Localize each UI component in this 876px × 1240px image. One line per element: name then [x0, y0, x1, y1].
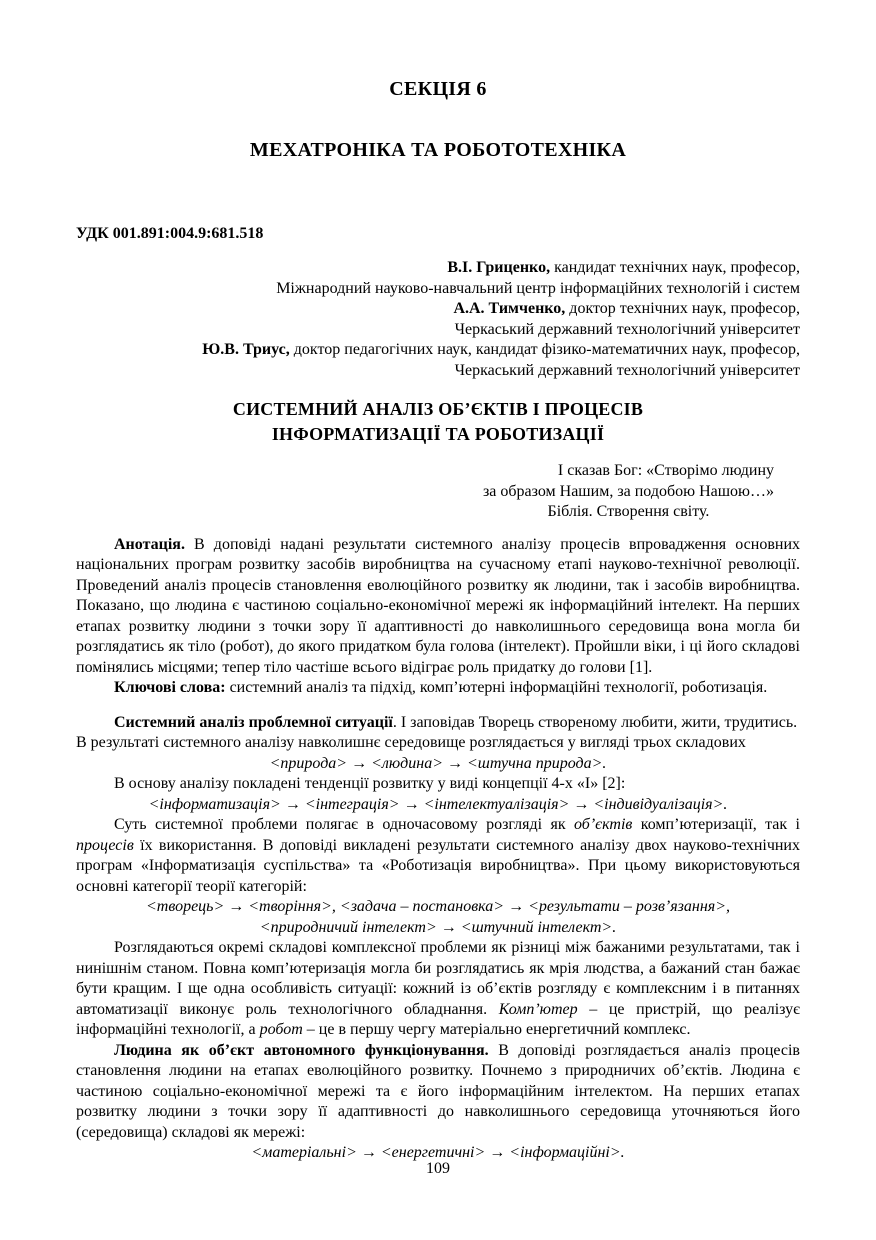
paragraph-text-italic: процесів — [76, 836, 134, 854]
paragraph-text: Суть системної проблеми полягає в одночасовому розгляді як — [114, 816, 575, 833]
author-name: В.І. Гриценко, — [447, 259, 551, 276]
paragraph-problem-situation — [76, 713, 800, 734]
formula-informatization-chain: <інформатизація> → <інтеграція> → <інтелектуалізація> → <індивідуалізація>. — [148, 795, 728, 813]
paragraph-text: . І заповідав Творець створеному любити, жити, трудитись. — [392, 713, 798, 731]
paragraph-text: Розглядаються окремі складові комплексної проблеми як різниці між бажаними результатами, так і нинішнім станом. Повна комп’ютеризація могла би розглядатись як мрія людства, а бажаний стан бажає бути кращим. І ще одна особливість ситуації: кожний із об’єктів розгляду є комплексним і в питаннях автоматизації виконує роль технологічного обладнання. — [76, 939, 800, 1018]
author-affiliation — [76, 361, 800, 382]
formula-line: <творець> → <творіння>, <задача – постановка> → <результати – розв’язання>, — [145, 898, 730, 915]
author-line — [76, 299, 800, 320]
formula-network-components: <матеріальні> → <енергетичні> → <інформаційні>. — [251, 1144, 625, 1161]
author-name: А.А. Тимченко, — [453, 300, 566, 317]
paragraph-text: В доповіді розглядається аналіз процесів становлення людини на етапах еволюційного розвитку. Почнемо з природничих об’єктів. Людина є частиною соціально-економічної мережі та є його інформаційним інтелектом. На перших етапах розвитку людини з точки зору її адаптивності до навколишнього середовища уточняються його (середовища) складові як мережі: — [76, 1041, 800, 1141]
affiliation-text: Міжнародний науково-навчальний центр інформаційних технологій і систем — [276, 279, 800, 297]
paragraph-human-object — [76, 1041, 800, 1144]
formula-line: <природничий інтелект> → <штучний інтелект>. — [259, 918, 617, 936]
paragraph-text: – це в першу чергу матеріально енергетичний комплекс. — [302, 1021, 691, 1038]
keywords-paragraph — [76, 678, 800, 699]
abstract-text: В доповіді надані результати системного аналізу процесів впровадження основних національних програм розвитку засобів виробництва на сучасному етапі науково-технічної революції. Проведений аналіз процесів становлення еволюційного розвитку як людини, так і засобів виробництва. Показано, що людина є частиною соціально-економічної мережі як інформаційний інтелект. На перших етапах розвитку людини з точки зору її адаптивності до навколишнього середовища вона могла би розглядатись як тіло (робот), до якого придатком була голова (інтелект). Пройшли віки, і ці його складові помінялись місцями; тепер тіло частіше всього відіграє роль придатку до голови [1]. — [76, 535, 800, 676]
author-degrees: кандидат технічних наук, професор, — [550, 259, 800, 276]
paper-title-line: СИСТЕМНИЙ АНАЛІЗ ОБ’ЄКТІВ І ПРОЦЕСІВ — [232, 399, 644, 419]
paragraph-lead-bold: Людина як об’єкт автономного функціонування. — [114, 1041, 489, 1059]
paragraph-text: комп’ютеризації, так і — [632, 816, 800, 833]
author-degrees: доктор технічних наук, професор, — [565, 300, 800, 317]
epigraph-line: за образом Нашим, за подобою Нашою…» — [482, 482, 774, 500]
page-number: 109 — [426, 1160, 450, 1177]
paragraph-text: їх використання. В доповіді викладені результати системного аналізу двох науково-технічних програм «Інформатизація суспільства» та «Роботизація виробництва». При цьому використовуються основні категорії теорії категорій: — [76, 836, 800, 895]
paragraph-text-italic: Комп’ютер — [498, 1000, 578, 1018]
keywords-text: системний аналіз та підхід, комп’ютерні інформаційні технології, роботизація. — [225, 679, 768, 696]
paragraph-text-italic: робот — [259, 1021, 303, 1038]
author-degrees: доктор педагогічних наук, кандидат фізико-математичних наук, професор, — [289, 341, 800, 358]
authors-block — [76, 258, 800, 381]
epigraph — [483, 461, 774, 523]
paragraph-text: – це пристрій, що реалізує інформаційні технології, а — [76, 1000, 800, 1038]
paragraph-environment: В результаті системного аналізу навколишнє середовище розглядається у вигляді трьох складових — [76, 734, 746, 751]
paragraph-text-italic: об’єктів — [574, 816, 633, 833]
author-affiliation — [76, 279, 800, 300]
paper-title-line: ІНФОРМАТИЗАЦІЇ ТА РОБОТИЗАЦІЇ — [271, 424, 605, 444]
affiliation-text: Черкаський державний технологічний університет — [454, 320, 800, 338]
author-name: Ю.В. Триус, — [202, 341, 290, 358]
paragraph-lead-bold: Системний аналіз проблемної ситуації — [114, 713, 393, 731]
paragraph-complex-problem — [76, 938, 800, 1041]
formula-category-theory — [76, 897, 800, 938]
affiliation-text: Черкаський державний технологічний університет — [454, 361, 800, 379]
author-line — [76, 340, 800, 361]
paper-title — [76, 397, 800, 447]
epigraph-line: І сказав Бог: «Створімо людину — [557, 462, 774, 479]
keywords-label: Ключові слова: — [114, 679, 226, 696]
author-affiliation — [76, 320, 800, 341]
section-title: СЕКЦІЯ 6 — [389, 78, 487, 100]
epigraph-source: Біблія. Створення світу. — [547, 503, 710, 520]
abstract-label: Анотація. — [114, 535, 185, 553]
section-subtitle: МЕХАТРОНІКА ТА РОБОТОТЕХНІКА — [249, 139, 627, 161]
formula-nature-human: <природа> → <людина> → <штучна природа>. — [269, 754, 607, 772]
author-line — [76, 258, 800, 279]
udk-code: УДК 001.891:004.9:681.518 — [76, 225, 264, 242]
abstract-paragraph — [76, 535, 800, 679]
paragraph-concept-4i: В основу аналізу покладені тенденції розвитку у виді концепції 4-х «І» [2]: — [114, 775, 626, 792]
paragraph-system-problem — [76, 815, 800, 897]
